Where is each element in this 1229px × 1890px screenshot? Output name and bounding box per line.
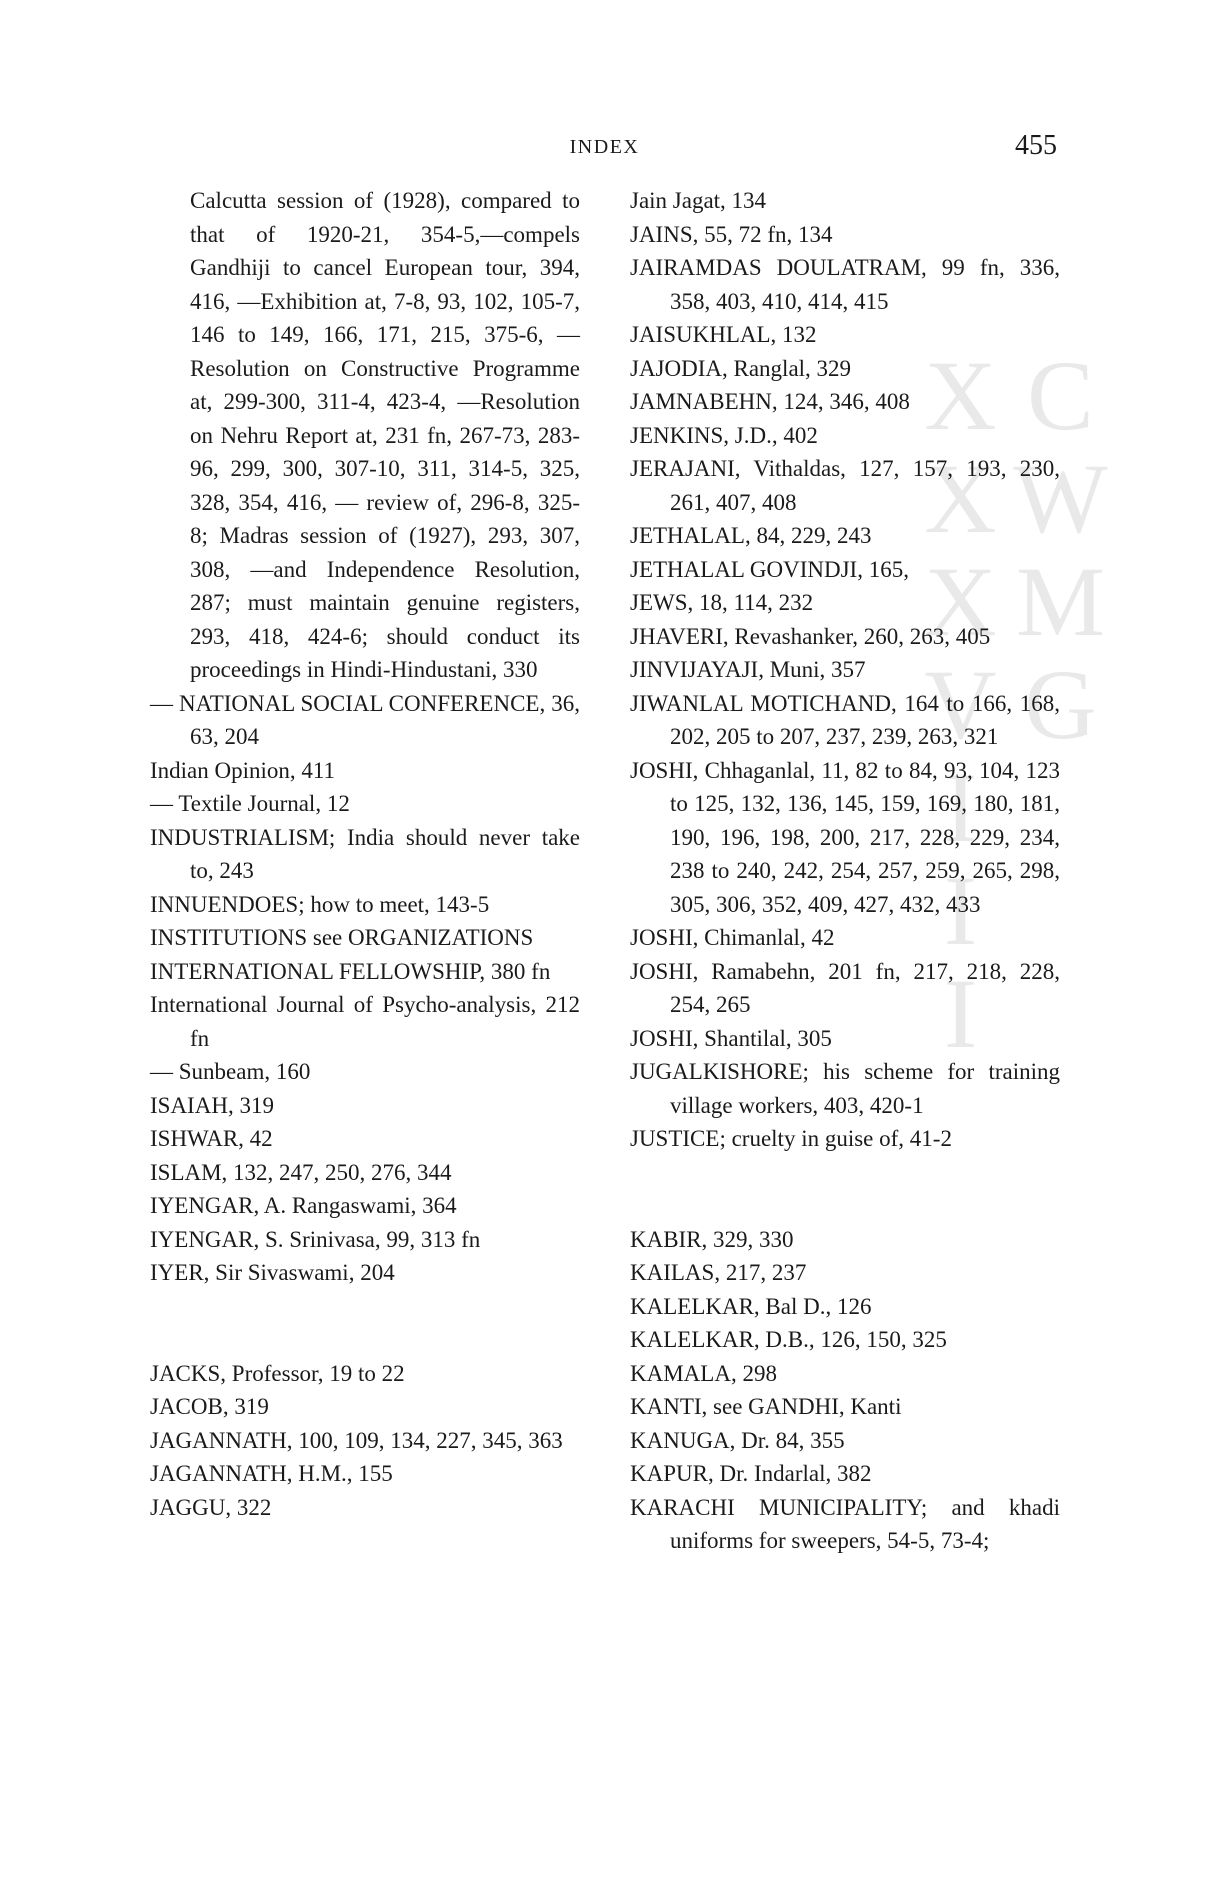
- index-entry: Jain Jagat, 134: [630, 188, 767, 213]
- index-entry: — Textile Journal, 12: [150, 791, 350, 816]
- watermark: CWMG XXXVIII: [905, 340, 1116, 1061]
- index-entry: JUSTICE; cruelty in guise of, 41-2: [630, 1126, 952, 1151]
- index-entry: JUGALKISHORE; his scheme for training village workers, 403, 420-1: [630, 1059, 1060, 1118]
- index-entry: Indian Opinion, 411: [150, 757, 336, 783]
- index-entry: — Sunbeam, 160: [150, 1059, 311, 1084]
- section-gap: [630, 1156, 1060, 1223]
- index-entry: JETHALAL GOVINDJI, 165,: [630, 556, 909, 582]
- index-entry: JAIRAMDAS DOULATRAM, 99 fn, 336, 358, 403, 410, 414, 415: [630, 255, 1060, 314]
- index-entry: JOSHI, Chhaganlal, 11, 82 to 84, 93, 104, 123 to 125, 132, 136, 145, 159, 169, 180, 181, 190, 196, 198, 200, 217, 228, 229, 234, 238 to 240, 242, 254, 257, 259, 265, 298, 305, 306, 352, 409, 427, 432, 433: [630, 757, 1060, 917]
- index-entry: JAGGU, 322: [150, 1494, 272, 1520]
- index-entry: JAGANNATH, 100, 109, 134, 227, 345, 363: [150, 1427, 563, 1453]
- index-entry: International Journal of Psycho-analysis, 212 fn: [150, 992, 580, 1051]
- index-entry: KAPUR, Dr. Indarlal, 382: [630, 1461, 872, 1486]
- index-entry: JAMNABEHN, 124, 346, 408: [630, 389, 910, 414]
- section-gap: [150, 1290, 580, 1357]
- index-entry: JINVIJAYAJI, Muni, 357: [630, 657, 866, 682]
- index-entry: IYENGAR, A. Rangaswami, 364: [150, 1193, 457, 1218]
- index-entry: JOSHI, Ramabehn, 201 fn, 217, 218, 228, 254, 265: [630, 958, 1060, 1017]
- index-entry: ISAIAH, 319: [150, 1092, 274, 1118]
- running-head: INDEX: [569, 136, 640, 158]
- index-entry: KABIR, 329, 330: [630, 1226, 794, 1252]
- index-entry: ISLAM, 132, 247, 250, 276, 344: [150, 1159, 452, 1185]
- index-entry: JEWS, 18, 114, 232: [630, 590, 814, 615]
- index-entry: JOSHI, Shantilal, 305: [630, 1025, 832, 1051]
- index-entry: JAGANNATH, H.M., 155: [150, 1461, 393, 1486]
- index-entry: KARACHI MUNICIPALITY; and khadi uniforms for sweepers, 54-5, 73-4;: [630, 1494, 1060, 1553]
- index-entry: JAISUKHLAL, 132: [630, 322, 817, 347]
- index-entry: JIWANLAL MOTICHAND, 164 to 166, 168, 202, 205 to 207, 237, 239, 263, 321: [630, 690, 1060, 749]
- index-entry: JACOB, 319: [150, 1394, 269, 1419]
- page-header: [152, 130, 1057, 170]
- index-entry: JOSHI, Chimanlal, 42: [630, 925, 835, 950]
- index-column-left: [150, 184, 580, 1524]
- index-entry: Calcutta session of (1928), compared to that of 1920-21, 354-5,—compels Gandhiji to cancel European tour, 394, 416, —Exhibition at, 7-8, 93, 102, 105-7, 146 to 149, 166, 171, 215, 375-6, —Resolution on Constructive Programme at, 299-300, 311-4, 423-4, —Resolution on Nehru Report at, 231 fn, 267-73, 283-96, 299, 300, 307-10, 311, 314-5, 325, 328, 354, 416, — review of, 296-8, 325-8; Madras session of (1927), 293, 307, 308, —and Independence Resolution, 287; must maintain genuine registers, 293, 418, 424-6; should conduct its proceedings in Hindi-Hindustani, 330: [190, 188, 580, 682]
- index-entry: JENKINS, J.D., 402: [630, 422, 818, 448]
- index-entry: JAJODIA, Ranglal, 329: [630, 355, 852, 381]
- page-number: 455: [1015, 130, 1057, 161]
- index-entry: IYENGAR, S. Srinivasa, 99, 313 fn: [150, 1226, 481, 1252]
- index-entry: INNUENDOES; how to meet, 143-5: [150, 891, 490, 917]
- index-entry: JACKS, Professor, 19 to 22: [150, 1360, 405, 1386]
- index-entry: KANUGA, Dr. 84, 355: [630, 1427, 845, 1453]
- index-entry: IYER, Sir Sivaswami, 204: [150, 1260, 395, 1285]
- index-entry: JETHALAL, 84, 229, 243: [630, 523, 872, 548]
- index-entry: KALELKAR, D.B., 126, 150, 325: [630, 1327, 947, 1352]
- index-entry: — NATIONAL SOCIAL CONFERENCE, 36, 63, 204: [150, 690, 580, 749]
- index-entry: ISHWAR, 42: [150, 1126, 273, 1151]
- index-column-right: [630, 184, 1060, 1558]
- index-entry: KANTI, see GANDHI, Kanti: [630, 1394, 902, 1419]
- index-entry: JAINS, 55, 72 fn, 134: [630, 221, 833, 247]
- index-entry: INTERNATIONAL FELLOWSHIP, 380 fn: [150, 958, 551, 984]
- index-entry: INSTITUTIONS see ORGANIZATIONS: [150, 925, 534, 950]
- index-entry: KAMALA, 298: [630, 1360, 777, 1386]
- index-entry: JHAVERI, Revashanker, 260, 263, 405: [630, 623, 991, 649]
- index-entry: KAILAS, 217, 237: [630, 1260, 807, 1285]
- index-entry: KALELKAR, Bal D., 126: [630, 1293, 872, 1319]
- index-entry: INDUSTRIALISM; India should never take to, 243: [150, 824, 580, 883]
- index-entry: JERAJANI, Vithaldas, 127, 157, 193, 230, 261, 407, 408: [630, 456, 1060, 515]
